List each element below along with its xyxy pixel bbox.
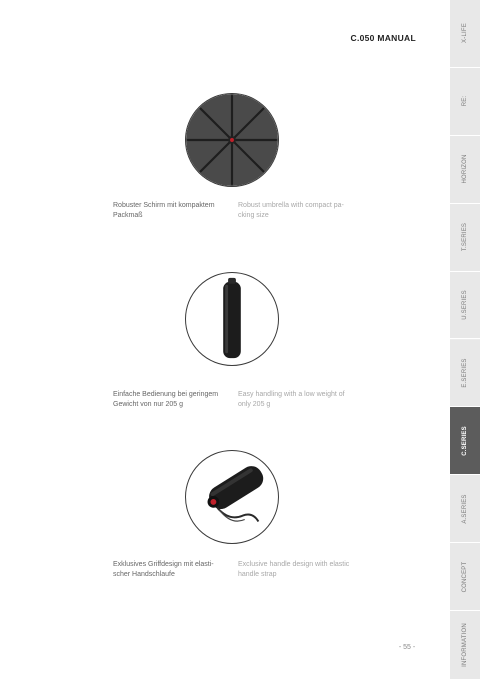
caption-line: cking size [238,212,269,219]
caption-line: only 205 g [238,401,271,408]
umbrella-canopy-icon [186,94,278,186]
tab-label: RE: [462,96,468,107]
tab-label: X-LIFE [462,23,468,44]
caption-line: Einfache Bedienung bei geringem [113,391,219,398]
caption-line: Robuster Schirm mit kompaktem [113,202,215,209]
tab-e-series[interactable] [450,340,480,408]
handle-strap-icon [186,451,278,543]
section-sidebar [450,0,480,679]
feature-2-caption-en [238,390,358,410]
feature-1-caption-de [113,201,233,221]
caption-line: Easy handling with a low weight of [238,391,345,398]
tab-t-series[interactable] [450,204,480,272]
feature-1-caption-en [238,201,358,221]
tab-x-life[interactable] [450,0,480,68]
tab-concept[interactable] [450,543,480,611]
tab-horizon[interactable] [450,136,480,204]
folded-umbrella-icon [186,273,278,365]
caption-line: Gewicht von nur 205 g [113,401,184,408]
feature-3-caption-de [113,560,233,580]
caption-line: Packmaß [113,212,143,219]
tab-information[interactable] [450,611,480,679]
tab-label: INFORMATION [462,623,468,667]
tab-label: U.SERIES [462,290,468,320]
tab-c-series[interactable] [450,407,480,475]
page-title: C.050 MANUAL [350,33,416,43]
feature-2-caption-de [113,390,233,410]
handle-strap-image [185,450,279,544]
umbrella-canopy-image [185,93,279,187]
caption-line: handle strap [238,571,277,578]
caption-line: Exclusive handle design with elastic [238,561,350,568]
tab-label: T.SERIES [462,222,468,252]
tab-label: CONCEPT [462,561,468,592]
tab-re[interactable] [450,68,480,136]
caption-line: scher Handschlaufe [113,571,175,578]
tab-label: HORIZON [462,154,468,184]
caption-line: Exklusives Griffdesign mit elasti- [113,561,214,568]
caption-line: Robust umbrella with compact pa- [238,202,344,209]
folded-umbrella-image [185,272,279,366]
tab-label: E.SERIES [462,358,468,388]
tab-label: C.SERIES [462,426,468,456]
page-number: - 55 - [398,644,416,651]
tab-label: A.SERIES [462,494,468,524]
tab-a-series[interactable] [450,475,480,543]
tab-u-series[interactable] [450,272,480,340]
feature-3-caption-en [238,560,358,580]
